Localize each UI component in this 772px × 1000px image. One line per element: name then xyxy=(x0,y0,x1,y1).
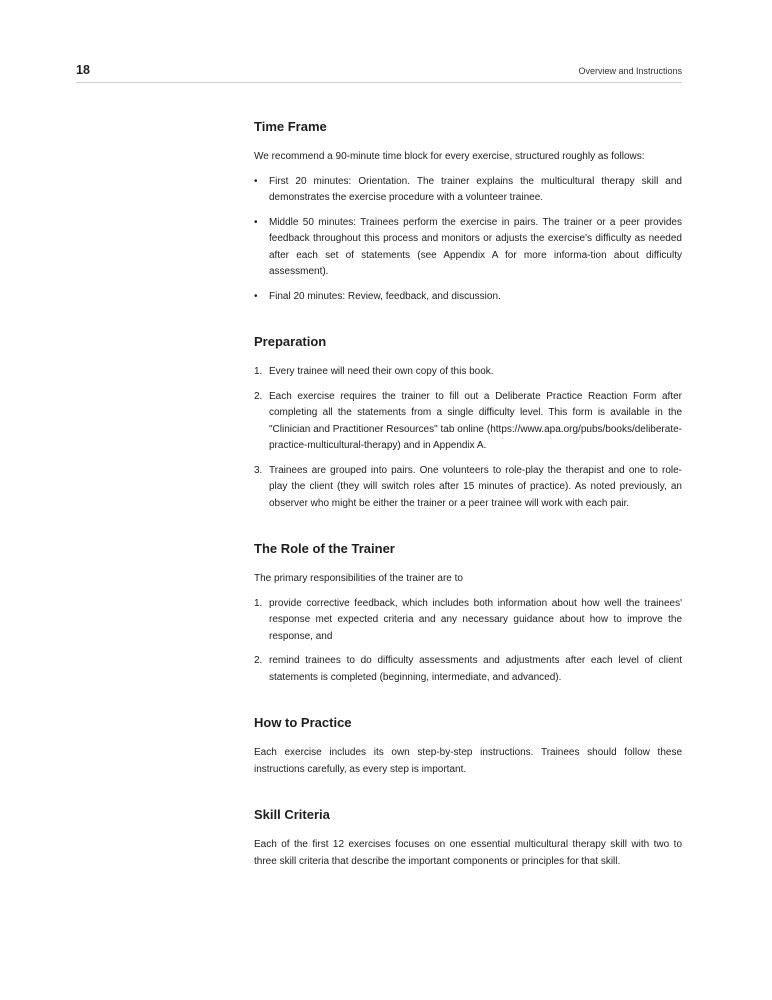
section-how-to-practice xyxy=(254,714,682,778)
list-item xyxy=(254,289,682,306)
list-number: 2. xyxy=(254,390,263,402)
heading-how-to-practice: How to Practice xyxy=(254,715,352,730)
heading-skill-criteria: Skill Criteria xyxy=(254,807,330,822)
list-item xyxy=(254,596,682,646)
list-number: 1. xyxy=(254,366,263,377)
running-title: Overview and Instructions xyxy=(578,66,682,76)
list-item xyxy=(254,653,682,686)
list-item-text: remind trainees to do difficulty assessments and adjustments after each level of client statements is completed (beginning, intermediate, and advanced). xyxy=(269,655,682,683)
list-item-text: Final 20 minutes: Review, feedback, and discussion. xyxy=(269,290,501,302)
bullet-icon: • xyxy=(254,175,258,187)
preparation-list xyxy=(254,364,682,512)
list-item-text: provide corrective feedback, which includes both information about how well the trainees' response met expected criteria and any necessary guidance about how to improve the response, and xyxy=(269,597,682,642)
list-item-text: Middle 50 minutes: Trainees perform the exercise in pairs. The trainer or a peer provides feedback throughout this process and monitors or adjusts the exercise's difficulty as needed after each set of statements (see Appendix A for more informa-tion about difficulty assessment). xyxy=(269,216,682,277)
list-item xyxy=(254,463,682,513)
how-to-practice-body: Each exercise includes its own step-by-step instructions. Trainees should follow these instructions carefully, as every step is important. xyxy=(254,747,682,775)
list-item-text: First 20 minutes: Orientation. The trainer explains the multicultural therapy skill and demonstrates the exercise procedure with a volunteer trainee. xyxy=(269,175,682,203)
trainer-role-list xyxy=(254,596,682,687)
list-item-text: Each exercise requires the trainer to fill out a Deliberate Practice Reaction Form after completing all the statements from a single difficulty level. This form is available in the "Clinician and Practitioner Resources" tab online (https://www.apa.org/pubs/books/deliberate-practice-multicultural-therapy) and in Appendix A. xyxy=(269,390,682,451)
page-content xyxy=(254,118,682,898)
section-skill-criteria xyxy=(254,806,682,870)
trainer-role-intro: The primary responsibilities of the trainer are to xyxy=(254,573,463,584)
heading-trainer-role: The Role of the Trainer xyxy=(254,541,395,556)
list-item xyxy=(254,215,682,281)
section-trainer-role xyxy=(254,540,682,686)
bullet-icon: • xyxy=(254,290,258,302)
bullet-icon: • xyxy=(254,216,258,228)
list-item-text: Every trainee will need their own copy of this book. xyxy=(269,366,494,377)
list-item-text: Trainees are grouped into pairs. One volunteers to role-play the therapist and one to role-play the client (they will switch roles after 15 minutes of practice). As noted previously, an observer who might be either the trainer or a peer trainee will work with each pair. xyxy=(269,464,682,509)
list-number: 1. xyxy=(254,597,263,609)
list-item xyxy=(254,389,682,455)
page-header xyxy=(76,62,682,83)
list-number: 2. xyxy=(254,655,263,666)
heading-time-frame: Time Frame xyxy=(254,119,327,134)
time-frame-list xyxy=(254,174,682,306)
list-item xyxy=(254,364,682,381)
time-frame-intro: We recommend a 90-minute time block for every exercise, structured roughly as follows: xyxy=(254,151,645,162)
skill-criteria-body: Each of the first 12 exercises focuses on one essential multicultural therapy skill with two to three skill criteria that describe the important components or principles for that skill. xyxy=(254,839,682,867)
page-number: 18 xyxy=(76,63,90,77)
section-time-frame xyxy=(254,118,682,305)
list-number: 3. xyxy=(254,464,263,476)
heading-preparation: Preparation xyxy=(254,334,327,349)
section-preparation xyxy=(254,333,682,512)
list-item xyxy=(254,174,682,207)
